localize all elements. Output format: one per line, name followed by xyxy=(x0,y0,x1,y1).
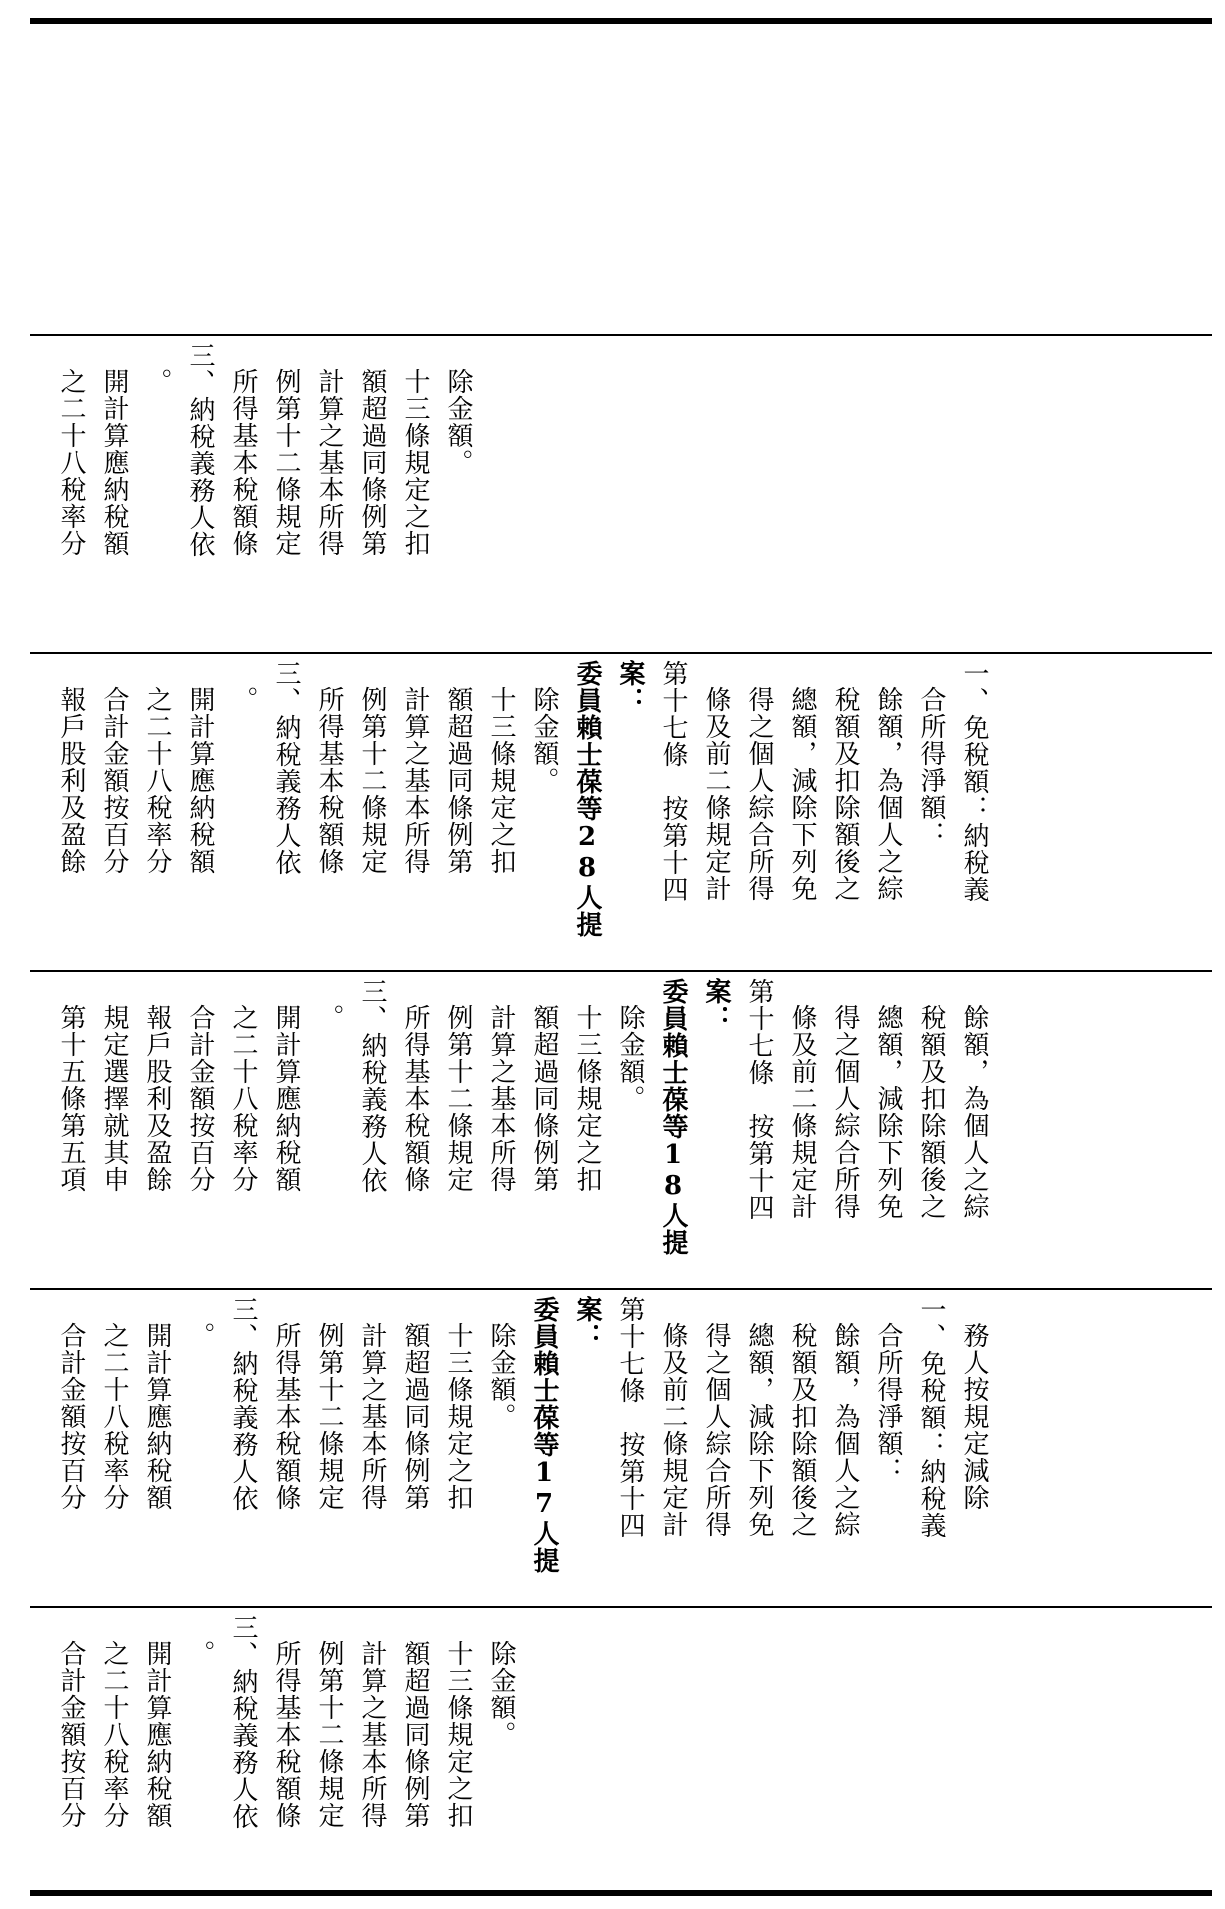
text-column: 報戶股利及盈餘 xyxy=(142,1004,172,1193)
text-column: 例第十二條規定 xyxy=(314,1322,344,1511)
text-column: 所得基本稅額條 xyxy=(400,1004,430,1193)
text-column: 計算之基本所得 xyxy=(486,1004,516,1193)
proposal-heading: 案： xyxy=(701,978,731,1032)
text-column: 合計金額按百分 xyxy=(56,1640,86,1829)
text-column: 第十七條 按第十四 xyxy=(615,1296,645,1539)
text-column: 一、免稅額：納稅義 xyxy=(959,660,989,903)
text-column: 稅額及扣除額後之 xyxy=(787,1322,817,1538)
text-column: 十三條規定之扣 xyxy=(400,368,430,557)
text-column: 。 xyxy=(185,1322,215,1349)
text-column: 一、免稅額：納稅義 xyxy=(916,1296,946,1539)
text-column: 所得基本稅額條 xyxy=(314,686,344,875)
text-column: 合所得淨額： xyxy=(916,686,946,848)
text-column: 合所得淨額： xyxy=(873,1322,903,1484)
text-column: 所得基本稅額條 xyxy=(271,1322,301,1511)
text-column: 得之個人綜合所得 xyxy=(744,686,774,902)
text-column: 額超過同條例第 xyxy=(400,1322,430,1511)
proposal-heading: 委員賴士葆等17人提 xyxy=(529,1296,559,1574)
section-4 xyxy=(30,1296,1212,1602)
text-column: 規定選擇就其申 xyxy=(99,1004,129,1193)
text-column: 餘額，為個人之綜 xyxy=(873,686,903,902)
bottom-rule xyxy=(30,1890,1212,1896)
row-divider xyxy=(30,1288,1212,1290)
text-column: 十三條規定之扣 xyxy=(443,1640,473,1829)
text-column: 三、納稅義務人依 xyxy=(228,1296,258,1512)
text-column: 除金額。 xyxy=(615,1004,645,1112)
row-divider xyxy=(30,1606,1212,1608)
text-column: 稅額及扣除額後之 xyxy=(830,686,860,902)
text-column: 條及前二條規定計 xyxy=(658,1322,688,1538)
text-column: 所得基本稅額條 xyxy=(228,368,258,557)
text-column: 額超過同條例第 xyxy=(529,1004,559,1193)
proposal-heading: 案： xyxy=(615,660,645,714)
text-column: 得之個人綜合所得 xyxy=(701,1322,731,1538)
text-column: 開計算應納稅額 xyxy=(99,368,129,557)
text-column: 計算之基本所得 xyxy=(400,686,430,875)
text-column: 之二十八稅率分 xyxy=(228,1004,258,1193)
text-column: 報戶股利及盈餘 xyxy=(56,686,86,875)
text-column: 十三條規定之扣 xyxy=(443,1322,473,1511)
text-column: 計算之基本所得 xyxy=(357,1640,387,1829)
text-column: 務人按規定減除 xyxy=(959,1322,989,1511)
text-column: 之二十八稅率分 xyxy=(99,1640,129,1829)
text-column: 合計金額按百分 xyxy=(99,686,129,875)
text-column: 十三條規定之扣 xyxy=(572,1004,602,1193)
text-column: 開計算應納稅額 xyxy=(142,1640,172,1829)
proposal-heading: 委員賴士葆等18人提 xyxy=(658,978,688,1256)
row-divider xyxy=(30,652,1212,654)
row-divider xyxy=(30,970,1212,972)
text-column: 十三條規定之扣 xyxy=(486,686,516,875)
text-column: 之二十八稅率分 xyxy=(142,686,172,875)
text-column: 。 xyxy=(228,686,258,713)
text-column: 額超過同條例第 xyxy=(400,1640,430,1829)
text-column: 三、納稅義務人依 xyxy=(357,978,387,1194)
text-column: 第十七條 按第十四 xyxy=(744,978,774,1221)
text-column: 第十七條 按第十四 xyxy=(658,660,688,903)
row-divider xyxy=(30,334,1212,336)
section-3 xyxy=(30,978,1212,1284)
text-column: 總額，減除下列免 xyxy=(787,686,817,902)
text-column: 得之個人綜合所得 xyxy=(830,1004,860,1220)
text-column: 例第十二條規定 xyxy=(357,686,387,875)
text-column: 例第十二條規定 xyxy=(271,368,301,557)
text-column: 除金額。 xyxy=(486,1640,516,1748)
top-rule xyxy=(30,18,1212,24)
text-column: 例第十二條規定 xyxy=(443,1004,473,1193)
text-column: 總額，減除下列免 xyxy=(873,1004,903,1220)
text-column: 。 xyxy=(314,1004,344,1031)
text-column: 開計算應納稅額 xyxy=(142,1322,172,1511)
text-column: 除金額。 xyxy=(486,1322,516,1430)
text-column: 例第十二條規定 xyxy=(314,1640,344,1829)
text-column: 第十五條第五項 xyxy=(56,1004,86,1193)
text-column: 三、納稅義務人依 xyxy=(271,660,301,876)
proposal-heading: 委員賴士葆等28人提 xyxy=(572,660,602,938)
text-column: 合計金額按百分 xyxy=(56,1322,86,1511)
text-column: 條及前二條規定計 xyxy=(701,686,731,902)
text-column: 三、納稅義務人依 xyxy=(228,1614,258,1830)
text-column: 之二十八稅率分 xyxy=(56,368,86,557)
text-column: 計算之基本所得 xyxy=(314,368,344,557)
text-column: 。 xyxy=(142,368,172,395)
text-column: 開計算應納稅額 xyxy=(271,1004,301,1193)
text-column: 總額，減除下列免 xyxy=(744,1322,774,1538)
text-column: 開計算應納稅額 xyxy=(185,686,215,875)
text-column: 額超過同條例第 xyxy=(443,686,473,875)
text-column: 除金額。 xyxy=(443,368,473,476)
text-column: 計算之基本所得 xyxy=(357,1322,387,1511)
text-column: 除金額。 xyxy=(529,686,559,794)
text-column: 。 xyxy=(185,1640,215,1667)
section-5 xyxy=(30,1614,1212,1886)
section-1 xyxy=(30,342,1212,648)
section-2 xyxy=(30,660,1212,966)
text-column: 額超過同條例第 xyxy=(357,368,387,557)
text-column: 稅額及扣除額後之 xyxy=(916,1004,946,1220)
text-column: 餘額，為個人之綜 xyxy=(830,1322,860,1538)
text-column: 餘額，為個人之綜 xyxy=(959,1004,989,1220)
text-column: 所得基本稅額條 xyxy=(271,1640,301,1829)
text-column: 之二十八稅率分 xyxy=(99,1322,129,1511)
text-column: 條及前二條規定計 xyxy=(787,1004,817,1220)
text-column: 三、納稅義務人依 xyxy=(185,342,215,558)
text-column: 合計金額按百分 xyxy=(185,1004,215,1193)
proposal-heading: 案： xyxy=(572,1296,602,1350)
